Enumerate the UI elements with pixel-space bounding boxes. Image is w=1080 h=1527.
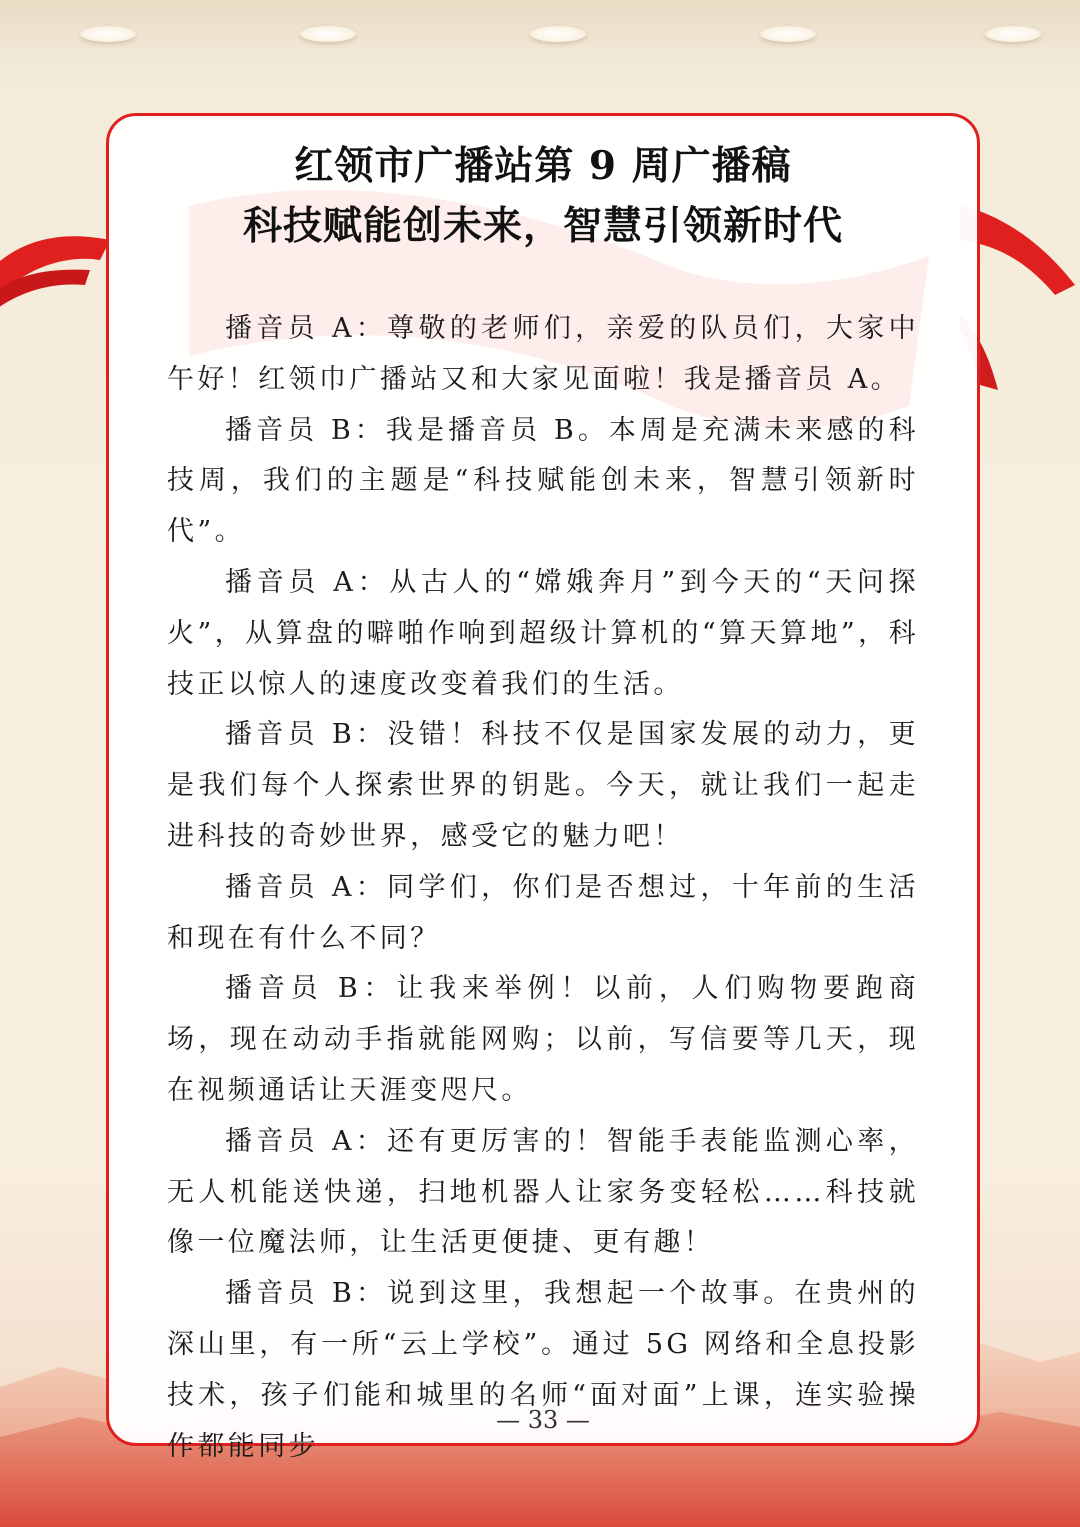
paragraph: 播音员 A：还有更厉害的！智能手表能监测心率，无人机能送快递，扫地机器人让家务变轻松……科技就像一位魔法师，让生活更便捷、更有趣！: [167, 1125, 919, 1259]
page-number: — 33 —: [496, 1406, 590, 1434]
paragraph: 播音员 B：我是播音员 B。本周是充满未来感的科技周，我们的主题是“科技赋能创未来，智慧引领新时代”。: [167, 414, 919, 548]
ceiling-light: [300, 26, 356, 42]
ceiling-background: [0, 0, 1080, 70]
paragraph: 播音员 A：同学们，你们是否想过，十年前的生活和现在有什么不同？: [167, 871, 919, 954]
paragraph: 播音员 B：没错！科技不仅是国家发展的动力，更是我们每个人探索世界的钥匙。今天，就让我们一起走进科技的奇妙世界，感受它的魅力吧！: [167, 719, 919, 852]
ceiling-light: [80, 26, 136, 42]
document-body: [167, 304, 919, 1472]
paragraph: 播音员 B：说到这里，我想起一个故事。在贵州的深山里，有一所“云上学校”。通过 5G 网络和全息投影技术，孩子们能和城里的名师“面对面”上课，连实验操作都能同步: [167, 1278, 919, 1462]
document-subtitle: 科技赋能创未来，智慧引领新时代: [242, 203, 843, 249]
paragraph: 播音员 A：尊敬的老师们，亲爱的队员们，大家中午好！红领巾广播站又和大家见面啦！我是播音员 A。: [167, 313, 919, 395]
paragraph: 播音员 B：让我来举例！以前，人们购物要跑商场，现在动动手指就能网购；以前，写信要等几天，现在视频通话让天涯变咫尺。: [167, 973, 919, 1106]
ceiling-light: [760, 26, 816, 42]
paragraph: 播音员 A：从古人的“嫦娥奔月”到今天的“天问探火”，从算盘的噼啪作响到超级计算机的“算天算地”，科技正以惊人的速度改变着我们的生活。: [167, 566, 919, 700]
document-title: 红领市广播站第 9 周广播稿: [294, 143, 792, 189]
ceiling-light: [985, 26, 1041, 42]
ceiling-light: [530, 26, 586, 42]
document-card: [106, 113, 980, 1462]
